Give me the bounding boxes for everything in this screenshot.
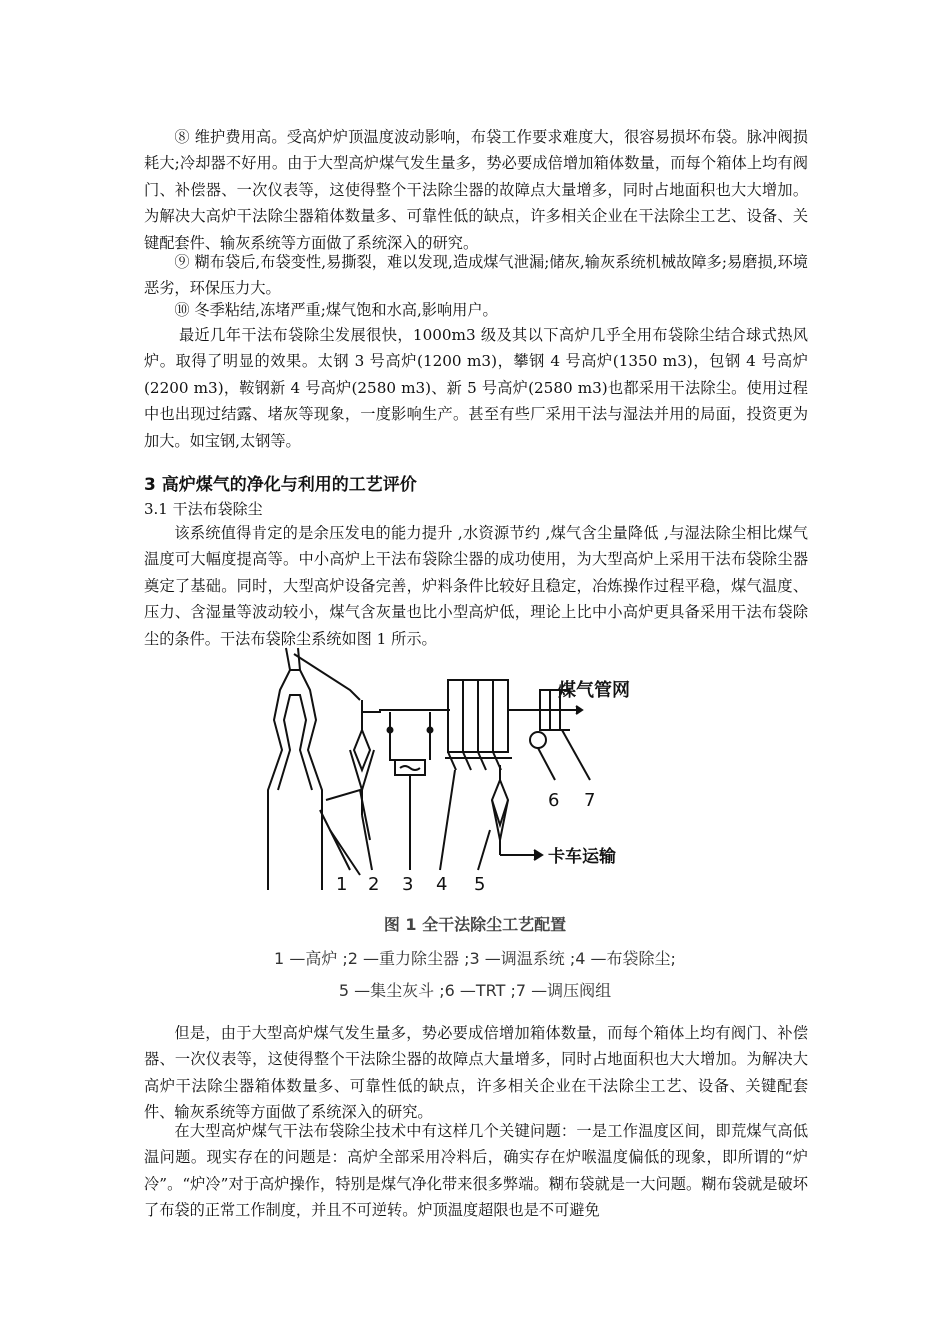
paragraph-recent-years: 最近几年干法布袋除尘发展很快，1000m3 级及其以下高炉几乎全用布袋除尘结合球式热风炉。取得了明显的效果。太钢 3 号高炉(1200 m3)，攀钢 4 号高炉(1350 m3)，包钢 4 号高炉(2200 m3)，鞍钢新 4 号高炉(2580 m3)、新 5 号高炉(2580 m3)也都采用干法除尘。使用过程中也出现过结露、堵灰等现象，一度影响生产。甚至有些厂采用干法与湿法并用的局面，投资更为加大。如宝钢,太钢等。	[144, 326, 808, 450]
figure-caption-line2: 5 —集尘灰斗 ;6 —TRT ;7 —调压阀组	[338, 981, 612, 1000]
label-truck-transport: 卡车运输	[548, 847, 616, 867]
paragraph-bag-paste: ⑨ 糊布袋后,布袋变性,易撕裂，难以发现,造成煤气泄漏;储灰,输灰系统机械故障多;易磨损,环境恶劣，环保压力大。	[144, 253, 808, 298]
paragraph-however: 但是，由于大型高炉煤气发生量多，势必要成倍增加箱体数量，而每个箱体上均有阀门、补偿器、一次仪表等，这使得整个干法除尘器的故障点大量增多，同时占地面积也大大增加。为解决大高炉干法除尘器箱体数量多、可靠性低的缺点，许多相关企业在干法除尘工艺、设备、关键配套件、输灰系统等方面做了系统深入的研究。	[144, 1024, 808, 1122]
label-num-1: 1	[336, 874, 348, 895]
gravity-dust-catcher-shape	[350, 700, 374, 870]
paragraph-maintenance-cost: ⑧ 维护费用高。受高炉炉顶温度波动影响，布袋工作要求难度大，很容易损坏布袋。脉冲阀损耗大;冷却器不好用。由于大型高炉煤气发生量多，势必要成倍增加箱体数量，而每个箱体上均有阀门、补偿器、一次仪表等，这使得整个干法除尘器的故障点大量增多，同时占地面积也大大增加。为解决大高炉干法除尘器箱体数量多、可靠性低的缺点，许多相关企业在干法除尘工艺、设备、关键配套件、输灰系统等方面做了系统深入的研究。	[144, 128, 808, 252]
figure-caption-line1: 1 —高炉 ;2 —重力除尘器 ;3 —调温系统 ;4 —布袋除尘;	[274, 949, 676, 968]
label-num-5: 5	[474, 874, 486, 895]
temperature-system-shape	[388, 712, 433, 870]
dry-dedusting-process-diagram	[250, 640, 670, 900]
label-num-2: 2	[368, 874, 380, 895]
gas-pipe	[362, 710, 450, 720]
trt-and-valve-group-shape	[508, 690, 590, 780]
section-heading: 3 高炉煤气的净化与利用的工艺评价	[144, 475, 417, 495]
paragraph-system-value: 该系统值得肯定的是余压发电的能力提升 ,水资源节约 ,煤气含尘量降低 ,与湿法除尘相比煤气温度可大幅度提高等。中小高炉上干法布袋除尘器的成功使用，为大型高炉上采用干法布袋除尘器奠定了基础。同时，大型高炉设备完善，炉料条件比较好且稳定，冶炼操作过程平稳，煤气温度、压力、含湿量等波动较小，煤气含灰量也比小型高炉低，理论上比中小高炉更具备采用干法布袋除尘的条件。干法布袋除尘系统如图 1 所示。	[144, 524, 808, 648]
figure-caption-title: 图 1 全干法除尘工艺配置	[383, 915, 567, 934]
label-num-4: 4	[436, 874, 448, 895]
bag-filter-shape	[440, 680, 512, 870]
dust-hopper-shape	[478, 765, 542, 870]
paragraph-winter: ⑩ 冬季粘结,冻堵严重;煤气饱和水高,影响用户。	[174, 301, 498, 319]
label-num-6: 6	[548, 790, 560, 811]
label-num-3: 3	[402, 874, 414, 895]
paragraph-key-issues: 在大型高炉煤气干法布袋除尘技术中有这样几个关键问题：一是工作温度区间，即荒煤气高低温问题。现实存在的问题是：高炉全部采用冷料后，确实存在炉喉温度偏低的现象，即所谓的“炉冷”。“炉冷”对于高炉操作，特别是煤气净化带来很多弊端。糊布袋就是一大问题。糊布袋就是破坏了布袋的正常工作制度，并且不可逆转。炉顶温度超限也是不可避免	[144, 1122, 808, 1220]
label-num-7: 7	[584, 790, 596, 811]
subsection-heading: 3.1 干法布袋除尘	[144, 500, 263, 518]
label-gas-network: 煤气管网	[558, 680, 630, 701]
